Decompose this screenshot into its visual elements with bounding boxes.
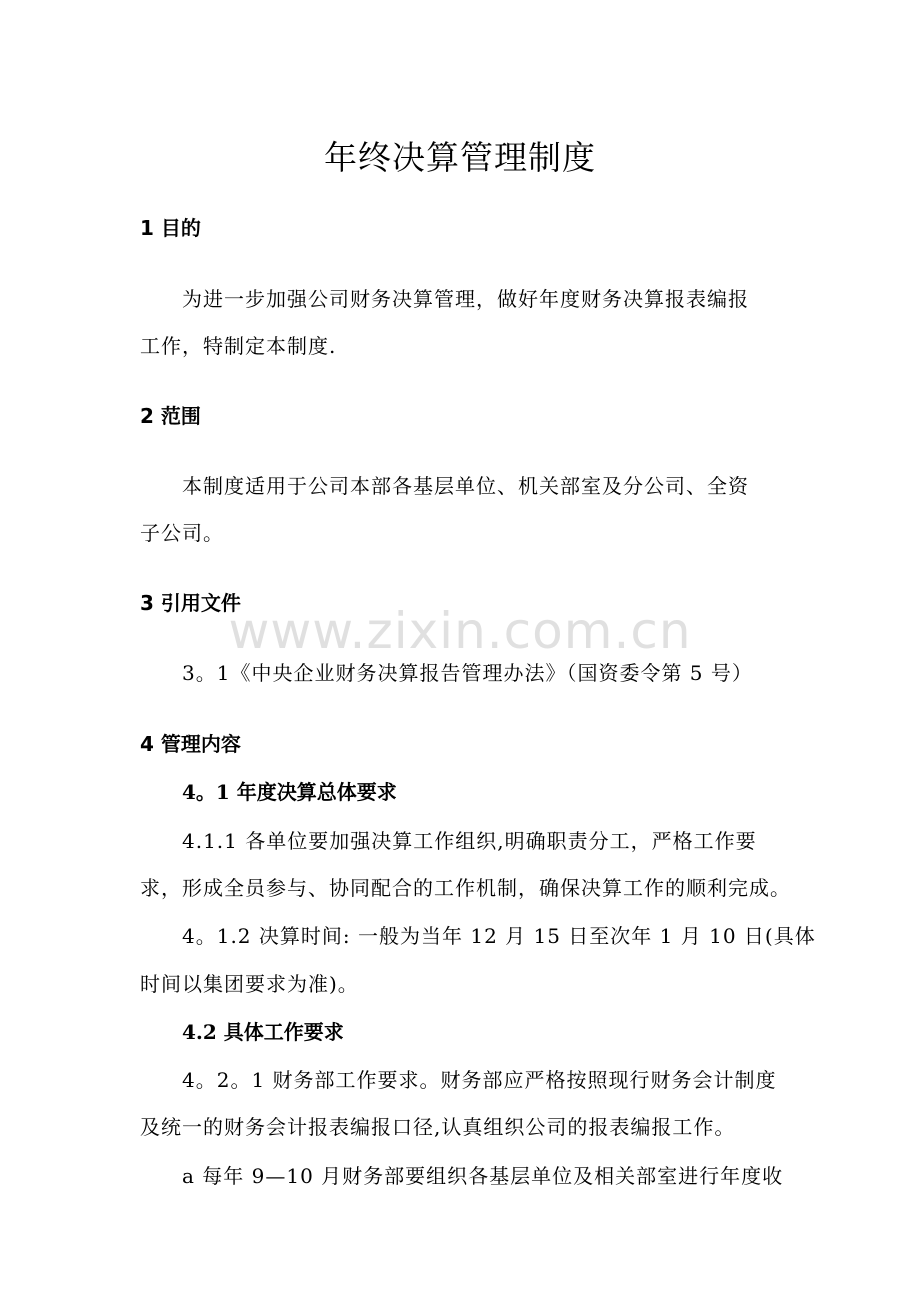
section-heading-management: 4 管理内容 bbox=[140, 732, 241, 756]
paragraph-line: 本制度适用于公司本部各基层单位、机关部室及分公司、全资 bbox=[182, 474, 749, 498]
paragraph-line: 4。2。1 财务部工作要求。财务部应严格按照现行财务会计制度 bbox=[182, 1068, 777, 1092]
section-heading-references: 3 引用文件 bbox=[140, 591, 241, 615]
paragraph-line: 4.1.1 各单位要加强决算工作组织,明确职责分工，严格工作要 bbox=[182, 829, 757, 853]
paragraph-line: a 每年 9—10 月财务部要组织各基层单位及相关部室进行年度收 bbox=[182, 1164, 784, 1188]
document-title: 年终决算管理制度 bbox=[324, 138, 596, 177]
watermark: www.zixin.com.cn bbox=[228, 602, 692, 660]
subsection-heading: 4。1 年度决算总体要求 bbox=[182, 780, 397, 804]
paragraph-line: 及统一的财务会计报表编报口径,认真组织公司的报表编报工作。 bbox=[140, 1115, 736, 1139]
paragraph-line: 3。1《中央企业财务决算报告管理办法》（国资委令第 5 号） bbox=[182, 661, 753, 685]
paragraph-line: 时间以集团要求为准)。 bbox=[140, 972, 359, 996]
paragraph-line: 为进一步加强公司财务决算管理，做好年度财务决算报表编报 bbox=[182, 287, 749, 311]
section-heading-purpose: 1 目的 bbox=[140, 216, 201, 240]
subsection-heading: 4.2 具体工作要求 bbox=[182, 1020, 344, 1044]
paragraph-line: 4。1.2 决算时间: 一般为当年 12 月 15 日至次年 1 月 10 日(具体 bbox=[182, 924, 816, 948]
paragraph-line: 工作，特制定本制度. bbox=[140, 334, 337, 358]
paragraph-line: 子公司。 bbox=[140, 521, 224, 545]
paragraph-line: 求，形成全员参与、协同配合的工作机制，确保决算工作的顺利完成。 bbox=[140, 876, 791, 900]
section-heading-scope: 2 范围 bbox=[140, 404, 201, 428]
